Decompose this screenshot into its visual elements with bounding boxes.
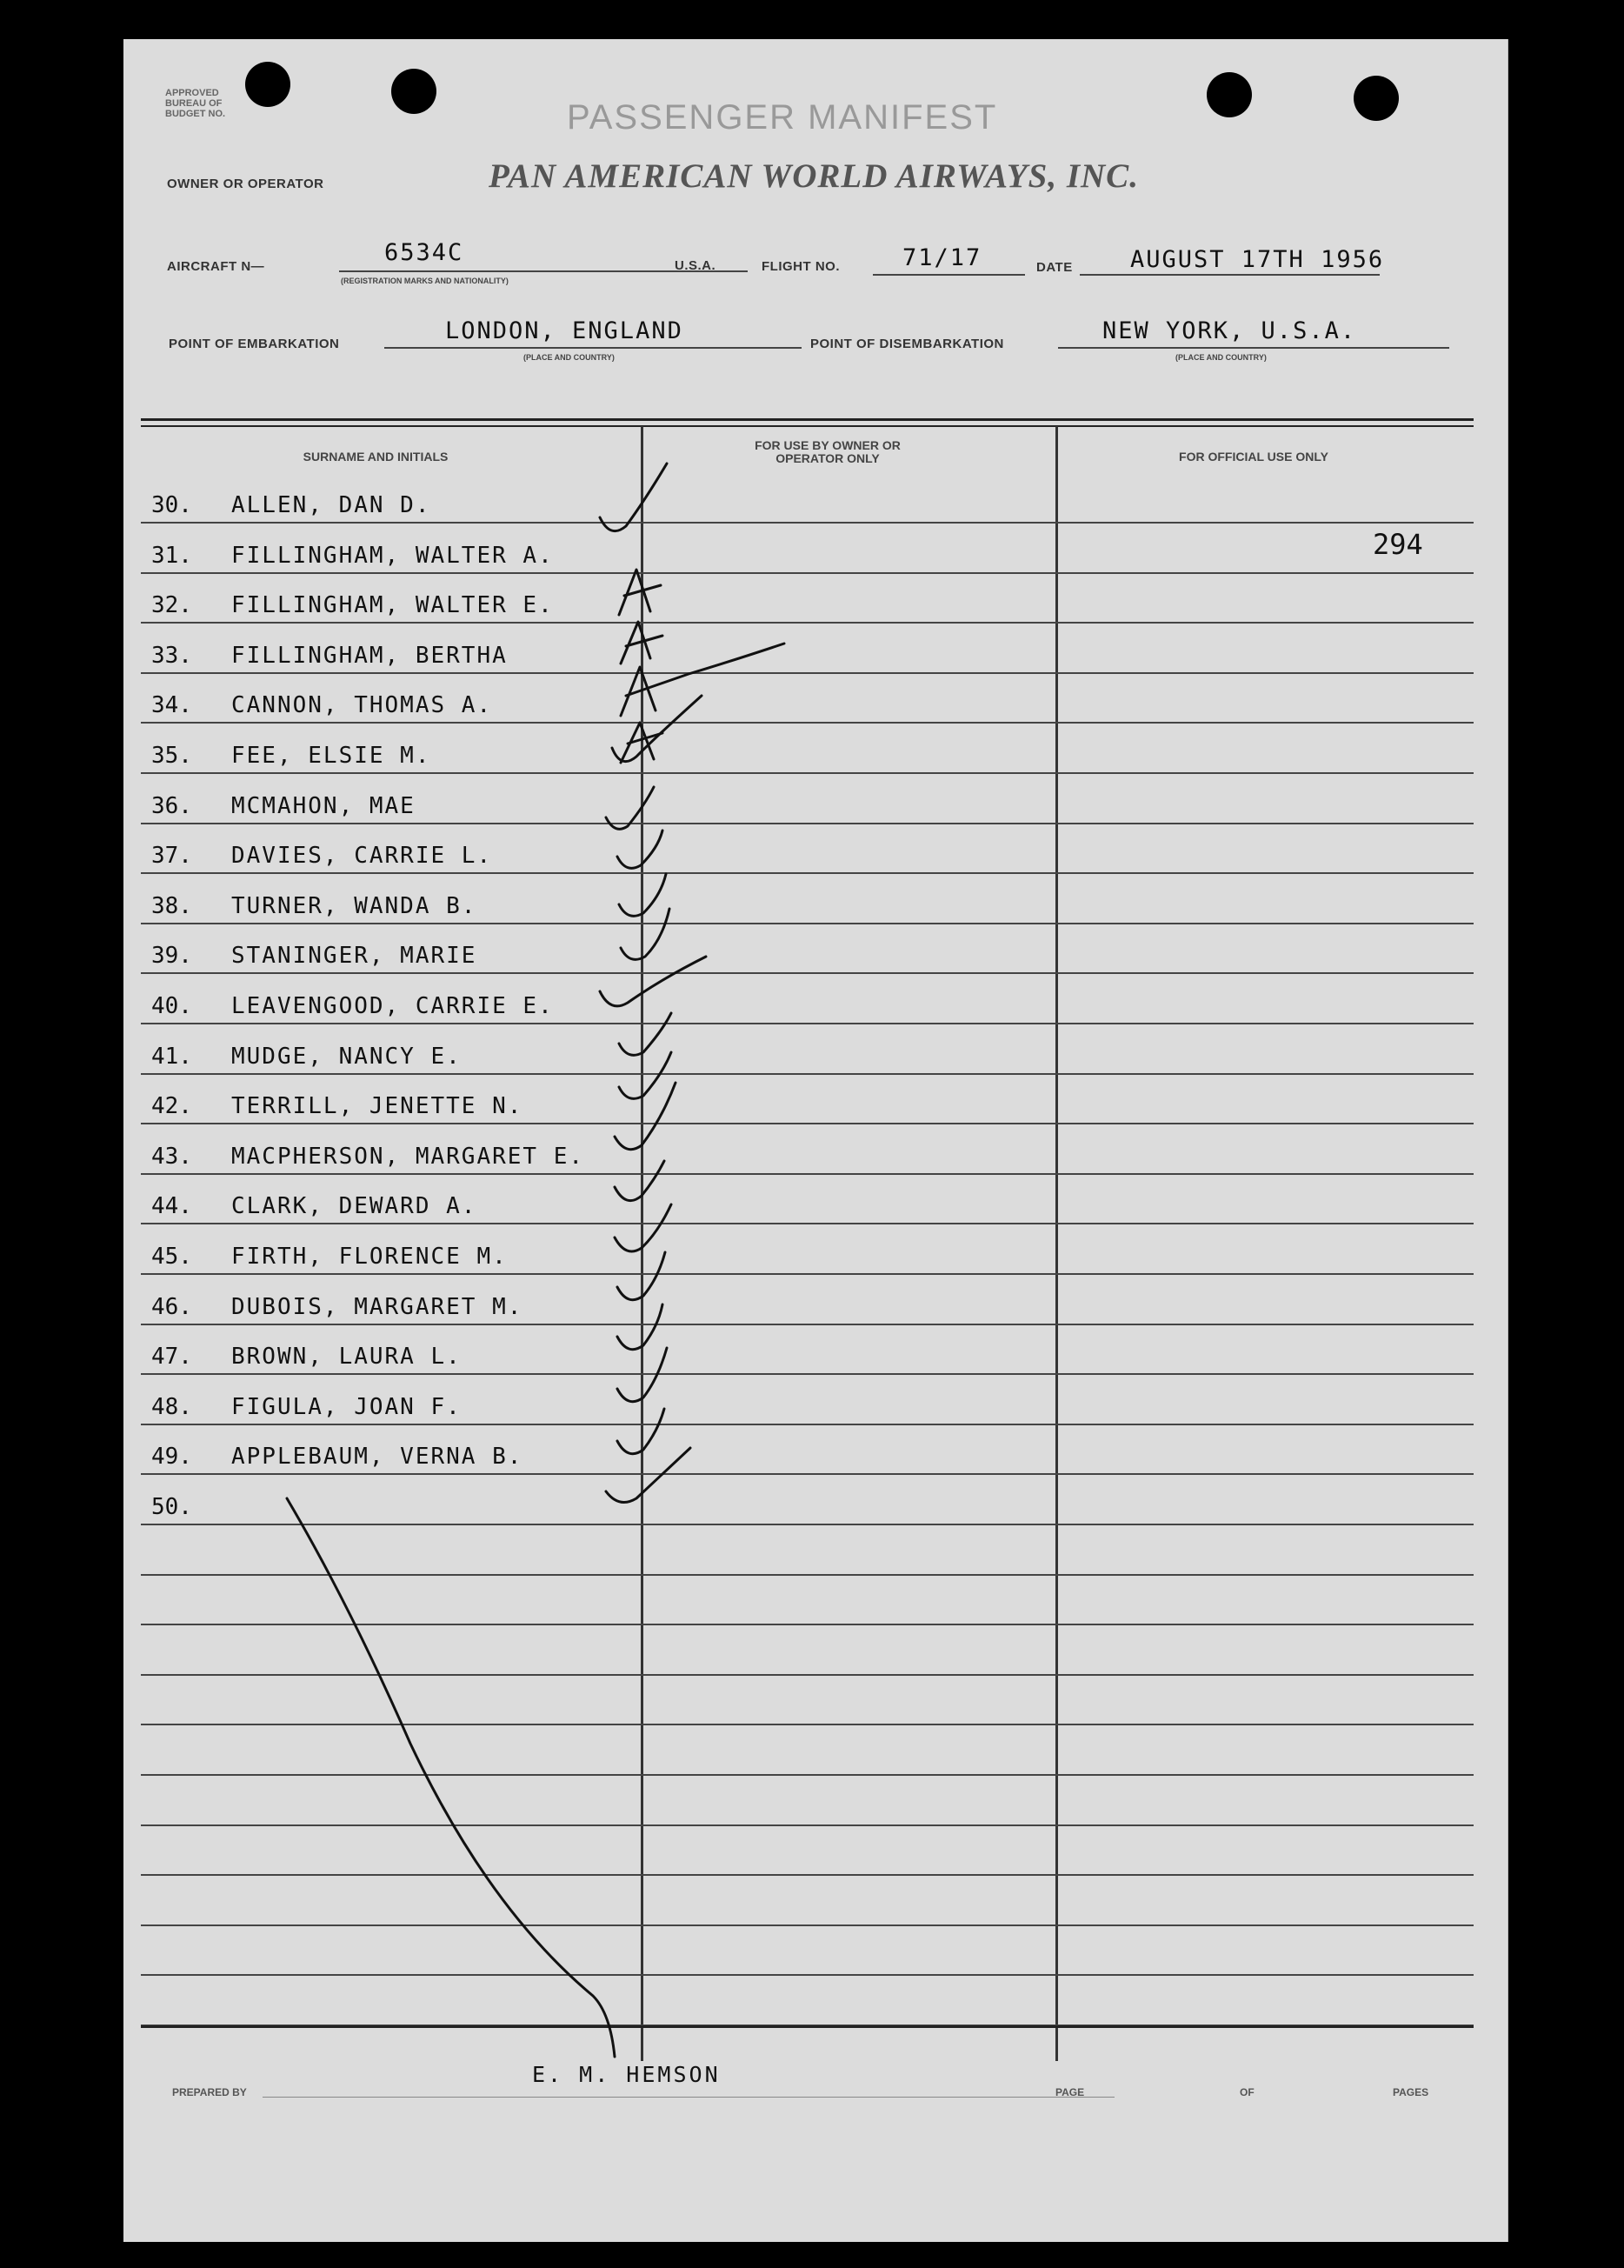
pages-label: PAGES [1393, 2086, 1429, 2098]
row-number: 41. [151, 1044, 192, 1070]
row-number: 47. [151, 1344, 192, 1370]
aircraft-value: 6534C [384, 239, 464, 266]
check-mark-icon [615, 1083, 676, 1150]
table-row [151, 893, 476, 919]
passenger-name: CANNON, THOMAS A. [231, 692, 493, 718]
approval-note [165, 88, 225, 119]
column-header-official-use: FOR OFFICIAL USE ONLY [1179, 450, 1328, 464]
row-rule [141, 1123, 1474, 1124]
passenger-name: STANINGER, MARIE [231, 943, 477, 969]
table-row [151, 1093, 522, 1119]
passenger-name: ALLEN, DAN D. [231, 492, 431, 518]
table-bottom-rule [141, 2025, 1474, 2028]
table-row [151, 492, 431, 518]
embarkation-caption: (PLACE AND COUNTRY) [523, 353, 615, 362]
passenger-name: MCMAHON, MAE [231, 793, 416, 819]
row-number: 37. [151, 843, 192, 869]
row-number: 36. [151, 793, 192, 819]
row-rule [141, 1073, 1474, 1075]
disembarkation-caption: (PLACE AND COUNTRY) [1175, 353, 1267, 362]
row-rule [141, 1924, 1474, 1926]
date-underline [1080, 274, 1380, 276]
row-number: 32. [151, 592, 192, 618]
check-mark-icon [600, 464, 667, 531]
page-label: PAGE [1055, 2086, 1085, 2098]
row-rule [141, 522, 1474, 524]
row-rule [141, 1874, 1474, 1876]
approval-line: APPROVED [165, 88, 219, 98]
row-rule [141, 1574, 1474, 1576]
disembarkation-underline [1058, 347, 1449, 349]
table-row [151, 1044, 462, 1070]
owner-label: OWNER OR OPERATOR [167, 177, 324, 191]
table-top-rule [141, 418, 1474, 421]
row-rule [141, 772, 1474, 774]
passenger-name: BROWN, LAURA L. [231, 1344, 462, 1370]
row-number: 49. [151, 1444, 192, 1470]
row-number: 44. [151, 1193, 192, 1219]
manifest-sheet [123, 39, 1508, 2242]
punch-hole [391, 69, 436, 114]
handwritten-a-mark-icon [621, 644, 784, 716]
row-rule [141, 872, 1474, 874]
row-rule [141, 923, 1474, 924]
check-mark-icon [615, 1161, 664, 1201]
passenger-name: FILLINGHAM, BERTHA [231, 643, 508, 669]
row-number: 50. [151, 1494, 192, 1520]
prepared-by-name: E. M. HEMSON [532, 2062, 721, 2087]
aircraft-caption: (REGISTRATION MARKS AND NATIONALITY) [341, 277, 509, 285]
punch-hole [245, 62, 290, 107]
row-rule [141, 972, 1474, 974]
embarkation-underline [384, 347, 802, 349]
table-row [151, 1294, 522, 1320]
passenger-name: MACPHERSON, MARGARET E. [231, 1144, 585, 1170]
row-rule [141, 1774, 1474, 1776]
row-rule [141, 722, 1474, 724]
date-value: AUGUST 17TH 1956 [1130, 246, 1385, 273]
check-mark-icon [621, 909, 669, 959]
passenger-name: TURNER, WANDA B. [231, 893, 477, 919]
passenger-name: FILLINGHAM, WALTER A. [231, 543, 554, 569]
row-rule [141, 1273, 1474, 1275]
row-number: 34. [151, 692, 192, 718]
table-row [151, 743, 431, 769]
table-top-rule [141, 425, 1474, 427]
row-number: 46. [151, 1294, 192, 1320]
table-row [151, 1494, 231, 1520]
disembarkation-label: POINT OF DISEMBARKATION [810, 337, 1004, 351]
row-rule [141, 1173, 1474, 1175]
table-row [151, 643, 508, 669]
passenger-name: FIGULA, JOAN F. [231, 1394, 462, 1420]
approval-line: BUREAU OF [165, 98, 223, 109]
flight-underline [873, 274, 1025, 276]
owner-name: PAN AMERICAN WORLD AIRWAYS, INC. [489, 157, 1139, 195]
passenger-name: DUBOIS, MARGARET M. [231, 1294, 523, 1320]
row-number: 31. [151, 543, 192, 569]
passenger-name: MUDGE, NANCY E. [231, 1044, 462, 1070]
date-label: DATE [1036, 260, 1073, 275]
table-row [151, 943, 476, 969]
aircraft-label: AIRCRAFT N— [167, 259, 265, 274]
handwritten-marks [123, 39, 1508, 2242]
table-row [151, 1193, 476, 1219]
passenger-name: FILLINGHAM, WALTER E. [231, 592, 554, 618]
table-row [151, 1244, 508, 1270]
flight-value: 71/17 [902, 244, 982, 271]
row-rule [141, 1974, 1474, 1976]
row-rule [141, 572, 1474, 574]
prepared-by-underline [263, 2097, 1115, 2098]
row-number: 39. [151, 943, 192, 969]
passenger-name: TERRILL, JENETTE N. [231, 1093, 523, 1119]
row-number: 35. [151, 743, 192, 769]
table-row [151, 793, 416, 819]
row-rule [141, 1223, 1474, 1224]
table-row [151, 843, 492, 869]
row-rule [141, 622, 1474, 624]
row-rule [141, 1724, 1474, 1725]
row-rule [141, 672, 1474, 674]
row-rule [141, 1524, 1474, 1525]
form-title: PASSENGER MANIFEST [567, 98, 998, 137]
disembarkation-value: NEW YORK, U.S.A. [1102, 317, 1357, 344]
row-number: 38. [151, 893, 192, 919]
column-header-names: SURNAME AND INITIALS [303, 450, 449, 464]
row-rule [141, 1373, 1474, 1375]
punch-hole [1207, 72, 1252, 117]
table-row [151, 993, 554, 1019]
passenger-name: CLARK, DEWARD A. [231, 1193, 477, 1219]
check-mark-icon [617, 1304, 662, 1350]
check-mark-icon [619, 1052, 671, 1098]
embarkation-value: LONDON, ENGLAND [445, 317, 683, 344]
row-rule [141, 823, 1474, 824]
row-rule [141, 1424, 1474, 1425]
void-line [287, 1498, 615, 2057]
row-rule [141, 1023, 1474, 1024]
table-row [151, 543, 554, 569]
table-row [151, 1144, 584, 1170]
punch-hole [1354, 76, 1399, 121]
column-header-owner-use: FOR USE BY OWNER OR OPERATOR ONLY [755, 438, 901, 465]
prepared-by-label: PREPARED BY [172, 2086, 247, 2098]
row-number: 42. [151, 1093, 192, 1119]
row-rule [141, 1473, 1474, 1475]
embarkation-label: POINT OF EMBARKATION [169, 337, 340, 351]
passenger-name: LEAVENGOOD, CARRIE E. [231, 993, 554, 1019]
row-rule [141, 1624, 1474, 1625]
passenger-name: FIRTH, FLORENCE M. [231, 1244, 508, 1270]
flight-label: FLIGHT NO. [762, 259, 840, 274]
row-number: 45. [151, 1244, 192, 1270]
passenger-name: FEE, ELSIE M. [231, 743, 431, 769]
table-row [151, 592, 554, 618]
check-mark-icon [606, 1448, 690, 1503]
handwritten-a-mark-icon [619, 570, 661, 615]
check-mark-icon [617, 830, 662, 868]
check-mark-icon [619, 1013, 671, 1055]
row-number: 30. [151, 492, 192, 518]
check-mark-icon [600, 957, 706, 1006]
row-rule [141, 1824, 1474, 1826]
passenger-name: APPLEBAUM, VERNA B. [231, 1444, 523, 1470]
approval-line: BUDGET NO. [165, 109, 226, 119]
table-row [151, 1394, 462, 1420]
column-divider [1055, 426, 1058, 2061]
usa-label: U.S.A. [675, 258, 716, 273]
table-row [151, 1344, 462, 1370]
column-divider [641, 426, 643, 2061]
row-number: 40. [151, 993, 192, 1019]
check-mark-icon [612, 696, 702, 762]
of-label: OF [1240, 2086, 1255, 2098]
official-note: 294 [1373, 528, 1423, 561]
row-number: 43. [151, 1144, 192, 1170]
row-number: 48. [151, 1394, 192, 1420]
table-row [151, 1444, 522, 1470]
passenger-name: DAVIES, CARRIE L. [231, 843, 493, 869]
row-rule [141, 1324, 1474, 1325]
row-rule [141, 1674, 1474, 1676]
row-number: 33. [151, 643, 192, 669]
table-row [151, 692, 492, 718]
